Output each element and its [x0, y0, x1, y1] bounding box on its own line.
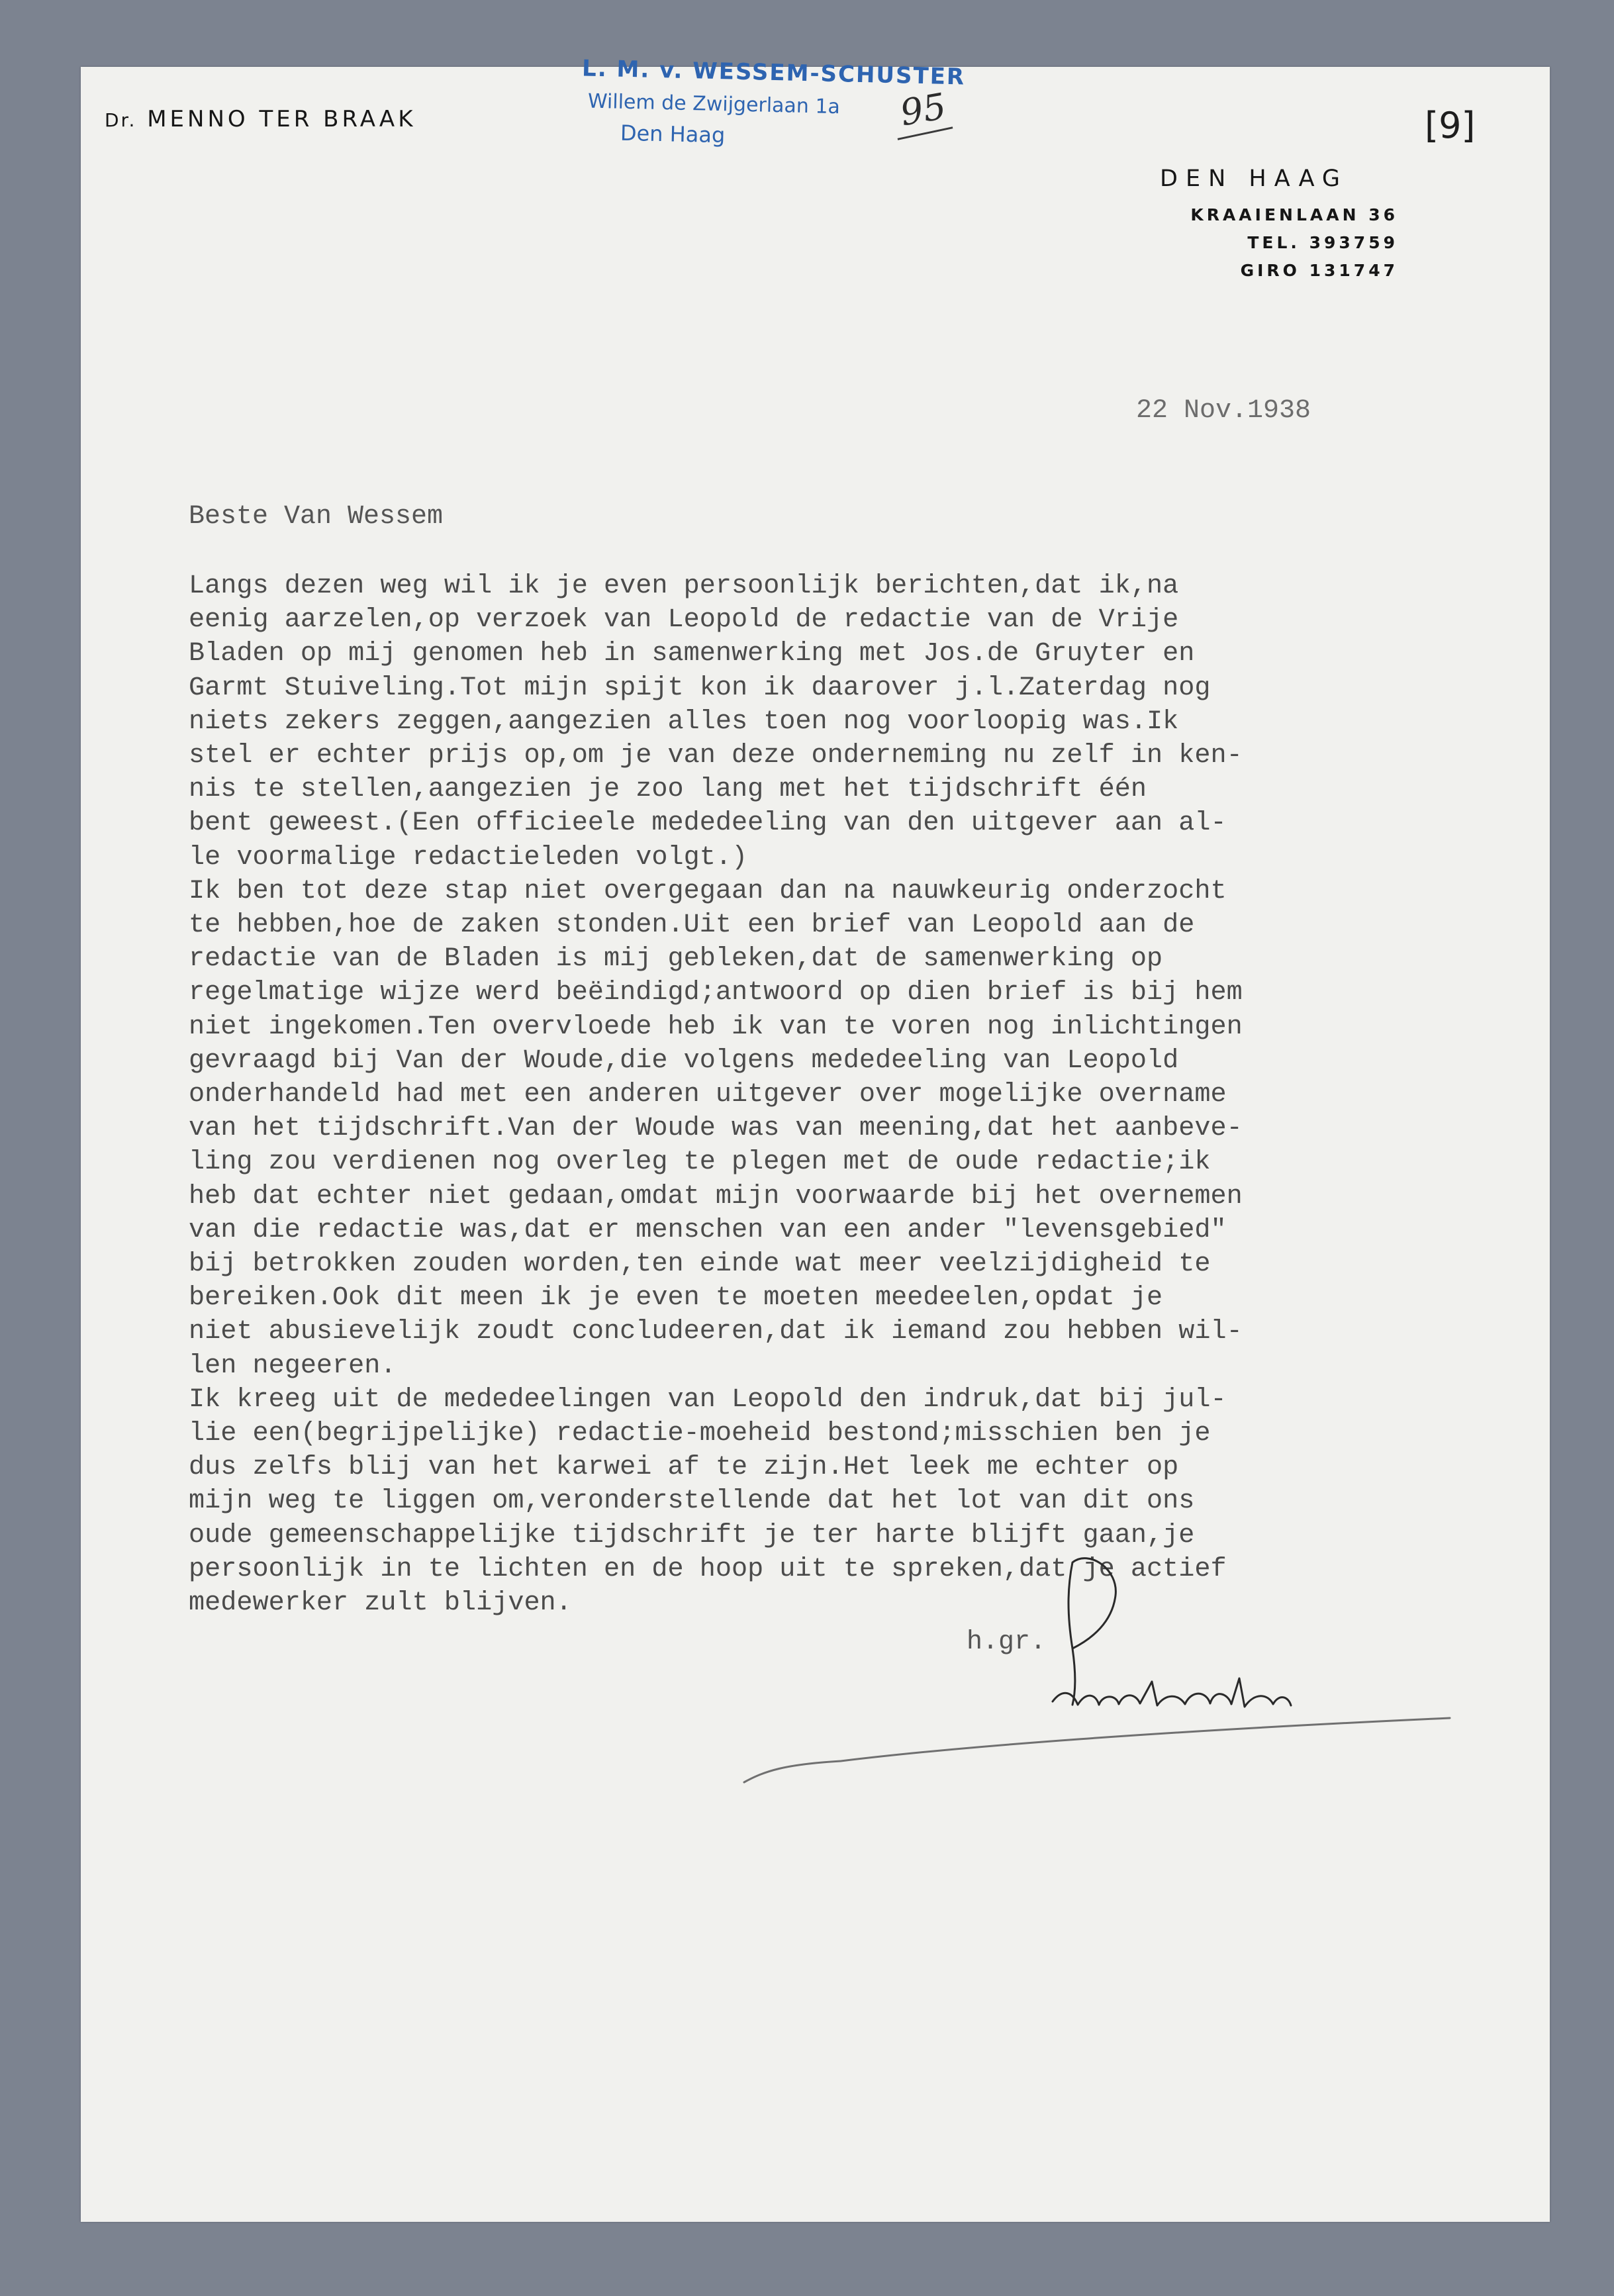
body-line: medewerker zult blijven.: [189, 1588, 572, 1619]
body-line: bent geweest.(Een officieele mededeeling van den uitgever aan al-: [189, 808, 1227, 839]
body-line: eenig aarzelen,op verzoek van Leopold de redactie van de Vrije: [189, 605, 1179, 636]
body-line: niet abusievelijk zoudt concludeeren,dat ik iemand zou hebben wil-: [189, 1317, 1243, 1347]
letter-date: 22 Nov.1938: [1136, 396, 1311, 426]
stamp-line-1: L. M. v. WESSEM-SCHUSTER: [581, 55, 966, 91]
body-line: bij betrokken zouden worden,ten einde wat meer veelzijdigheid te: [189, 1249, 1211, 1280]
address-line: TEL. 393759: [1247, 233, 1398, 252]
body-line: mijn weg te liggen om,veronderstellende dat het lot van dit ons: [189, 1486, 1195, 1517]
handwritten-number: 95: [897, 85, 949, 134]
body-line: persoonlijk in te lichten en de hoop uit te spreken,dat je actief: [189, 1554, 1227, 1584]
body-line: Ik kreeg uit de mededeelingen van Leopold den indruk,dat bij jul-: [189, 1384, 1227, 1415]
body-line: gevraagd bij Van der Woude,die volgens mededeeling van Leopold: [189, 1045, 1179, 1076]
body-line: stel er echter prijs op,om je van deze onderneming nu zelf in ken-: [189, 741, 1243, 771]
letterhead-city: DEN HAAG: [1160, 166, 1349, 192]
body-line: regelmatige wijze werd beëindigd;antwoord op dien brief is bij hem: [189, 978, 1243, 1008]
body-line: te hebben,hoe de zaken stonden.Uit een brief van Leopold aan de: [189, 910, 1195, 941]
body-line: niets zekers zeggen,aangezien alles toen nog voorloopig was.Ik: [189, 706, 1179, 737]
address-line: GIRO 131747: [1240, 261, 1398, 280]
letterhead-prefix: Dr.: [105, 109, 137, 131]
letterhead-address: [1160, 201, 1398, 285]
letter-body: [189, 569, 1243, 1620]
body-line: Langs dezen weg wil ik je even persoonlijk berichten,dat ik,na: [189, 571, 1179, 601]
body-line: oude gemeenschappelijke tijdschrift je ter harte blijft gaan,je: [189, 1520, 1195, 1551]
body-line: nis te stellen,aangezien je zoo lang met het tijdschrift één: [189, 775, 1147, 805]
body-line: len negeeren.: [189, 1351, 397, 1381]
body-line: le voormalige redactieleden volgt.): [189, 842, 748, 873]
body-line: dus zelfs blij van het karwei af te zijn.Het leek me echter op: [189, 1453, 1179, 1483]
body-line: Garmt Stuiveling.Tot mijn spijt kon ik daarover j.l.Zaterdag nog: [189, 673, 1211, 703]
body-line: ling zou verdienen nog overleg te plegen met de oude redactie;ik: [189, 1147, 1211, 1178]
body-line: heb dat echter niet gedaan,omdat mijn voorwaarde bij het overnemen: [189, 1181, 1243, 1212]
body-line: onderhandeld had met een anderen uitgever over mogelijke overname: [189, 1080, 1227, 1110]
salutation: Beste Van Wessem: [189, 502, 444, 532]
body-line: redactie van de Bladen is mij gebleken,dat de samenwerking op: [189, 944, 1163, 975]
body-line: lie een(begrijpelijke) redactie-moeheid bestond;misschien ben je: [189, 1419, 1211, 1449]
body-line: van het tijdschrift.Van der Woude was van meening,dat het aanbeve-: [189, 1114, 1243, 1144]
archive-number: [9]: [1425, 105, 1476, 146]
letterhead-name: [105, 106, 416, 132]
stamp-line-3: Den Haag: [620, 120, 726, 148]
body-line: bereiken.Ook dit meen ik je even te moeten meedeelen,opdat je: [189, 1283, 1163, 1314]
body-line: Ik ben tot deze stap niet overgegaan dan na nauwkeurig onderzocht: [189, 876, 1227, 906]
stamp-line-2: Willem de Zwijgerlaan 1a: [587, 89, 841, 119]
address-line: KRAAIENLAAN 36: [1190, 205, 1398, 224]
letterhead-name-text: MENNO TER BRAAK: [147, 106, 416, 132]
body-line: van die redactie was,dat er menschen van een ander "levensgebied": [189, 1215, 1227, 1245]
body-line: Bladen op mij genomen heb in samenwerking met Jos.de Gruyter en: [189, 639, 1195, 669]
closing: h.gr.: [967, 1627, 1047, 1657]
handwritten-signature: [728, 1543, 1463, 1807]
body-line: niet ingekomen.Ten overvloede heb ik van te voren nog inlichtingen: [189, 1012, 1243, 1042]
